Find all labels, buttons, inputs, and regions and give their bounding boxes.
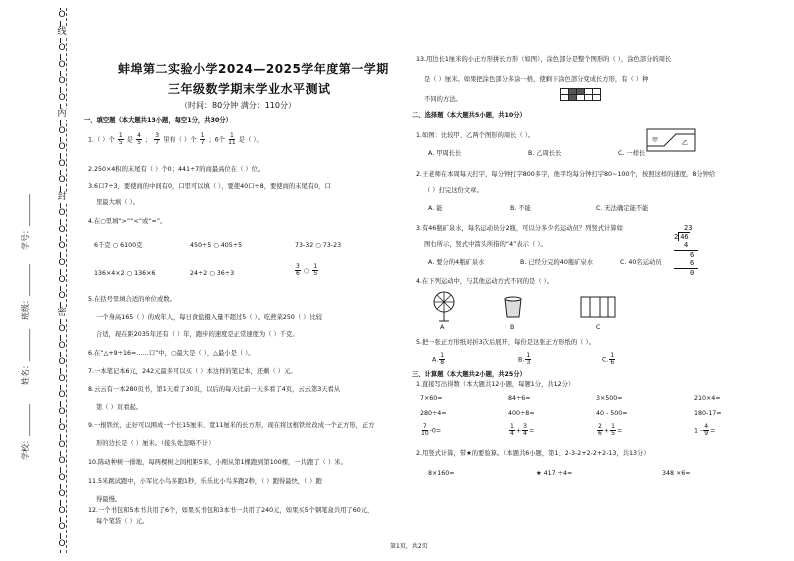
- choice-1-option: A. 甲周长长: [428, 150, 462, 157]
- fraction: $\frac{4}{5}$: [137, 132, 141, 146]
- exam-title-school: 蚌埠第二实验小学2024—2025学年度第一学期: [118, 62, 389, 76]
- choice-3-line2: 图右所示，竖式中箭头所指的“4”表示（ ）。: [424, 241, 547, 248]
- question-13-line2: 是（ ）厘米。如果把涂色部分多涂一格，使剩下涂色部分变成长方形，有（ ）种: [424, 76, 649, 83]
- choice-3-option: C. 40名运动员: [620, 259, 662, 266]
- vertical-calc-item: ★ 417 ÷4=: [536, 470, 573, 477]
- seal-char: O: [58, 291, 66, 302]
- seal-char: O: [58, 92, 66, 103]
- seal-char: O: [58, 241, 66, 252]
- choice-1-option: B. 乙周长长: [528, 150, 562, 157]
- seal-char: O: [58, 489, 66, 500]
- page-footer: 第1页，共2页: [390, 543, 428, 550]
- choice-5-option-a: A. $\frac{1}{8}$: [432, 352, 445, 366]
- choice-4-label: C: [596, 324, 601, 331]
- seal-char: O: [58, 373, 66, 384]
- seal-char: O: [58, 456, 66, 467]
- question-13-line1: 13.用边长1厘米的小正方形拼长方形（如图），涂色部分是整个图形的（ ），涂色部分的周长: [416, 56, 672, 63]
- seal-char: O: [58, 224, 66, 235]
- class-label: 班级：________: [21, 264, 30, 320]
- choice-5: 5.把一张正方形纸对折3次后展开，每份是这张正方形纸的（ ）。: [416, 339, 595, 346]
- seal-char: 封: [57, 191, 67, 202]
- figure-label-jia: 甲: [652, 137, 659, 144]
- exam-time-score: （时间：80分钟 满分：110分）: [180, 101, 296, 110]
- seal-char: O: [58, 324, 66, 335]
- calc-fraction-item: $\frac{7}{10}$ -0=: [421, 423, 442, 437]
- calc-item: 40 - 500=: [596, 410, 628, 417]
- compare-fraction-item: $\frac{3}{6}$ ○ $\frac{1}{5}$: [296, 263, 318, 277]
- seal-char: O: [58, 340, 66, 351]
- compare-item: 450÷5 ○ 405÷5: [190, 242, 243, 249]
- question-9-line2: 形的边长是（ ）厘米。（接头处忽略不计）: [96, 440, 215, 447]
- calc-item: 3×500=: [596, 395, 623, 402]
- seal-char: 密: [57, 307, 67, 318]
- seal-char: O: [58, 472, 66, 483]
- question-6: 6.在“△+9÷16=……口”中，○最大是（ ），△最小是（ ）。: [88, 350, 255, 357]
- compare-item: 24÷2 ○ 36÷3: [190, 270, 235, 277]
- cup-icon: [502, 296, 524, 320]
- seal-char: O: [58, 423, 66, 434]
- exam-title-grade: 三年级数学期末学业水平测试: [168, 82, 331, 96]
- left-column: [82, 0, 402, 561]
- choice-3-option: B. 已经分完的40瓶矿泉水: [520, 259, 594, 266]
- seal-char: O: [58, 505, 66, 516]
- calc-item: 280÷4=: [420, 410, 447, 417]
- question-11-line1: 11.5米跳试跑中，小军比小鸟多跑1秒，乐乐比小鸟多跑2秒，（ ）跑得最快，（ ）跑: [88, 478, 322, 485]
- student-id-label: 学号：________: [21, 194, 30, 250]
- question-8-line2: 第（ ）页看起。: [96, 404, 143, 411]
- name-label: 姓名：________: [21, 329, 30, 385]
- windmill-icon: [430, 290, 458, 322]
- seal-line-text: [55, 10, 69, 550]
- calc-1-instruction: 1.直接写出得数（本大题共12小题，每题1分，共12分）: [416, 381, 575, 388]
- vertical-calc-item: 348 ×6=: [662, 470, 691, 477]
- seal-char: O: [58, 142, 66, 153]
- question-5: 5.在括号里填合适的单位或数。: [88, 296, 176, 303]
- binding-strip: [0, 0, 80, 561]
- compare-item: 6千克 ○ 6100克: [94, 242, 143, 249]
- question-1: 1.（ ）个 $\frac{1}{5}$ 是 $\frac{4}{5}$ ； $\frac{3}{7}$ 里有（ ）个 $\frac{1}{7}$ ；6个 $\frac{1}{11}$ 是（ ）。: [88, 132, 263, 146]
- question-8-line1: 8.云云有一本280页书，第1天看了30页，以后的每天比前一天多看了4页，云云第3天看从: [88, 386, 341, 393]
- choice-4-label: A: [440, 324, 445, 331]
- choice-2-line1: 2.王老师在本周每天打字，每分钟打字800多字，他平均每分钟打字80~100个，按照这样的速度，8分钟给: [416, 171, 716, 178]
- choice-5-option-b: B. $\frac{1}{3}$: [518, 352, 531, 366]
- section-fill-blank-heading: 一、填空题（本大题共13小题，每空1分，共30分）: [84, 117, 232, 124]
- question-12-line2: 每个笔袋（ ）元。: [96, 518, 149, 525]
- choice-2-option: B. 不能: [510, 205, 531, 212]
- choice-1: 1.如图：比较甲、乙两个图形的周长（ ）。: [416, 132, 535, 139]
- choice-1-option: C. 一样长: [618, 150, 646, 157]
- right-column: [410, 0, 788, 561]
- compare-item: 136×4×2 ○ 136×6: [94, 270, 156, 277]
- seal-char: O: [58, 208, 66, 219]
- seal-char: O: [58, 59, 66, 70]
- question-5-line2: 合适，现在距2035年还有（ ）年，跑步的速度是正常速度为（ ）千克。: [96, 331, 299, 338]
- calc-item: 180-17=: [694, 410, 722, 417]
- sliding-door-icon: [580, 296, 616, 318]
- choice-2-option: A. 能: [428, 205, 443, 212]
- calc-2-instruction: 2.用竖式计算，带★的要验算。（本题共6小题，第1、2-3-2+2-2+2-13，共13分）: [416, 450, 650, 457]
- figure-label-yi: 乙: [682, 140, 689, 147]
- question-12-line1: 12.一个书包和5本书共用了6个，如果买书包和3本书一共用了240元，如果买5个钢笔盒共用了60元，: [88, 507, 374, 514]
- section-calc-heading: 三、计算题（本大题共2小题，共25分）: [412, 371, 526, 378]
- seal-char: O: [58, 158, 66, 169]
- calc-item: 84÷6=: [508, 395, 531, 402]
- seal-char: O: [58, 406, 66, 417]
- seal-char: O: [58, 125, 66, 136]
- seal-char: O: [58, 539, 66, 549]
- school-label: 学校：________: [21, 404, 30, 460]
- calc-fraction-item: $\frac{1}{4}$ + $\frac{3}{4}$ =: [510, 423, 535, 437]
- compare-item: 73-32 ○ 73-23: [295, 242, 342, 249]
- calc-fraction-item: $\frac{2}{6}$ + $\frac{1}{5}$ =: [598, 423, 623, 437]
- seal-char: O: [58, 390, 66, 401]
- long-division-figure: 23 2 46 4 6 6 0: [674, 224, 698, 277]
- question-5-line1: 一个身高165（ ）的成年人，每日食盐摄入量不超过5（ ）。吃蔗菜250（ ）比较: [96, 314, 323, 321]
- choice-5-option-c: C. $\frac{1}{6}$: [602, 352, 615, 366]
- question-4: 4.在○里填“>”“<”或“=”。: [88, 218, 167, 225]
- seal-char: O: [58, 43, 66, 54]
- fraction: $\frac{1}{5}$: [118, 132, 123, 146]
- question-3-line2: 里最大填（ ）。: [96, 199, 139, 206]
- seal-char: 线: [57, 26, 67, 37]
- seal-char: O: [58, 257, 66, 268]
- question-10: 10.陈动种树一排地，每两棵树之间相距5米，小刚从第1棵跑到第100棵，一共跑了（ ）米。: [88, 459, 347, 466]
- choice-3-line1: 3.有46瓶矿泉水，每名运动员分2瓶，可以分多少名运动员？列竖式计算如: [416, 225, 623, 232]
- vertical-calc-item: 8×160=: [428, 470, 455, 477]
- seal-char: 内: [57, 109, 67, 120]
- fraction: $\frac{1}{7}$: [200, 132, 205, 146]
- choice-2-option: C. 无法确定能不能: [596, 205, 649, 212]
- fraction: $\frac{3}{7}$: [155, 132, 160, 146]
- question-3-line1: 3.6口7÷3，要使商的中间有0，口里可以填（ ），要使40口÷8，要使商的末尾有0，口: [88, 183, 331, 190]
- question-7: 7.一本笔记本6元，242元最多可以买（ ）本这样的笔记本，还剩（ ）元。: [88, 368, 297, 375]
- calc-item: 210×4=: [694, 395, 721, 402]
- section-choice-heading: 二、选择题（本大题共5小题，共10分）: [412, 112, 526, 119]
- choice-4-label: B: [510, 324, 515, 331]
- seal-char: O: [58, 10, 66, 20]
- calc-fraction-item: 1 - $\frac{4}{9}$ =: [694, 423, 716, 437]
- choice-3-option: A. 要分的4瓶矿泉水: [428, 259, 485, 266]
- question-13-line3: 不同的方法。: [424, 96, 462, 103]
- perimeter-figure: [646, 128, 696, 152]
- grid-figure: [560, 88, 600, 104]
- question-2: 2.250×4积的末尾有（ ）个0；441÷7的商最高位在（ ）位。: [88, 166, 265, 173]
- choice-2-line2: （ ）打完这份文章。: [424, 187, 483, 194]
- seal-char: O: [58, 76, 66, 87]
- calc-item: 400÷8=: [508, 410, 535, 417]
- calc-item: 7×60=: [420, 395, 443, 402]
- choice-4: 4.在下列运动中，与其他运动方式不同的是（ ）。: [416, 278, 554, 285]
- fraction: $\frac{1}{11}$: [228, 132, 236, 146]
- seal-char: O: [58, 357, 66, 368]
- seal-char: O: [58, 522, 66, 533]
- question-11-line2: 得最慢。: [96, 496, 122, 503]
- seal-char: O: [58, 439, 66, 450]
- question-9-line1: 9.一根铁丝，正好可以围成一个长15厘米、宽11厘米的长方形，现在将这根铁丝改成一个正方形，正方: [88, 422, 375, 429]
- seal-char: O: [58, 274, 66, 285]
- seal-char: O: [58, 175, 66, 186]
